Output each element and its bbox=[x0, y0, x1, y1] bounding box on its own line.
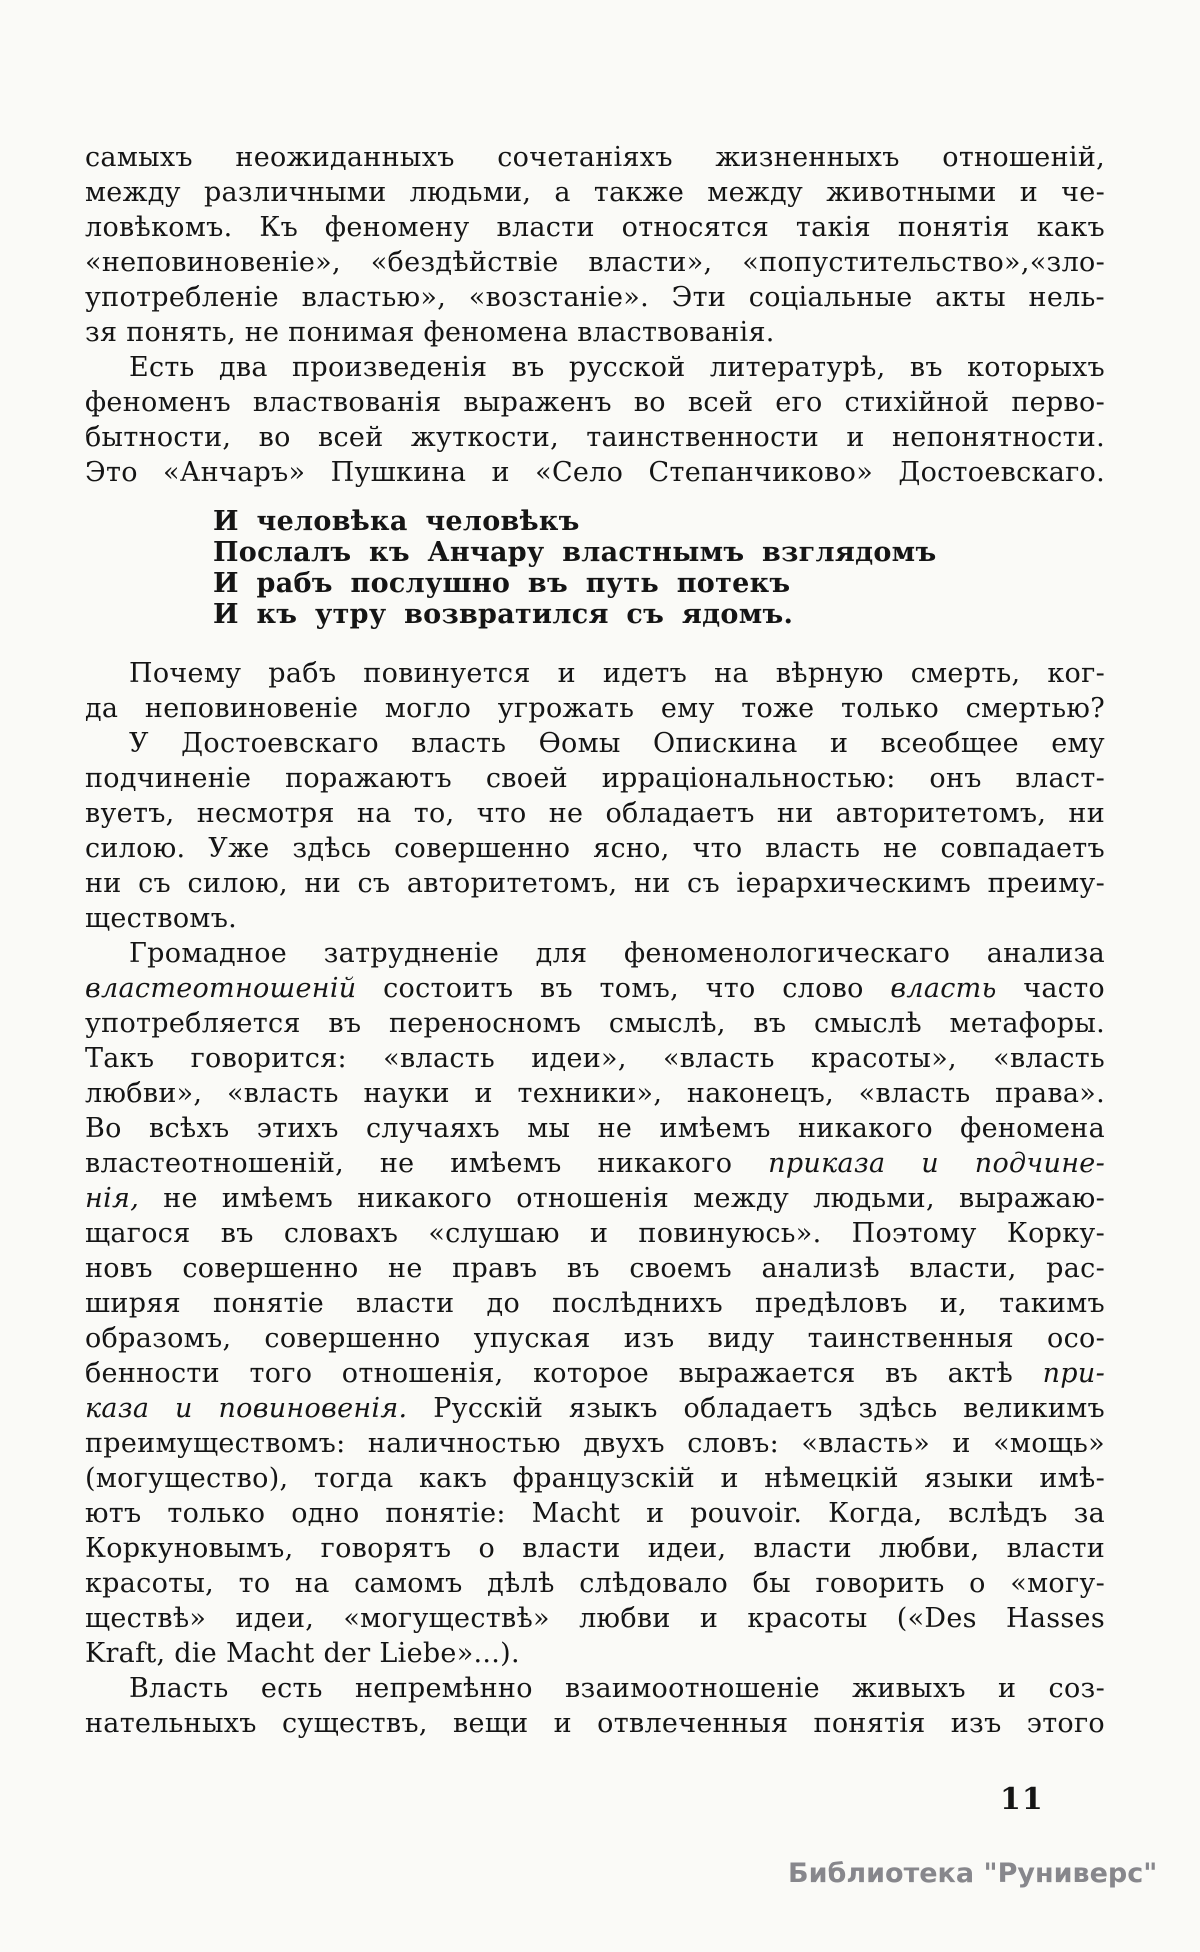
verse-line bbox=[213, 506, 1105, 537]
text-segment: ловѣкомъ. Къ феномену власти относятся такія понятія какъ bbox=[85, 212, 1105, 243]
text-line bbox=[85, 1356, 1105, 1391]
text-segment: состоитъ въ томъ, что слово bbox=[356, 973, 891, 1004]
text-line bbox=[85, 245, 1105, 280]
text-line bbox=[85, 831, 1105, 866]
page-text bbox=[85, 140, 1105, 1741]
text-segment: силою. Уже здѣсь совершенно ясно, что власть не совпадаетъ bbox=[85, 833, 1105, 864]
verse-line bbox=[213, 568, 1105, 599]
text-line bbox=[85, 691, 1105, 726]
text-line bbox=[85, 1531, 1105, 1566]
text-line bbox=[85, 385, 1105, 420]
text-line bbox=[85, 1391, 1105, 1426]
text-segment: да неповиновеніе могло угрожать ему тоже только смертью? bbox=[85, 693, 1105, 724]
verse-line bbox=[213, 599, 1105, 630]
text-line bbox=[85, 866, 1105, 901]
text-segment: употребляется въ переносномъ смыслѣ, въ смыслѣ метафоры. bbox=[85, 1008, 1105, 1039]
text-segment: самыхъ неожиданныхъ сочетаніяхъ жизненныхъ отношеній, bbox=[85, 142, 1105, 173]
text-segment: образомъ, совершенно упуская изъ виду таинственныя осо- bbox=[85, 1323, 1105, 1354]
text-segment: вуетъ, несмотря на то, что не обладаетъ ни авторитетомъ, ни bbox=[85, 798, 1105, 829]
text-segment: Коркуновымъ, говорятъ о власти идеи, власти любви, власти bbox=[85, 1533, 1105, 1564]
text-line bbox=[85, 1461, 1105, 1496]
paragraph bbox=[85, 140, 1105, 350]
text-line bbox=[85, 726, 1105, 761]
paragraph bbox=[85, 350, 1105, 490]
text-line bbox=[85, 1041, 1105, 1076]
text-segment: красоты, то на самомъ дѣлѣ слѣдовало бы говорить о «могу- bbox=[85, 1568, 1105, 1599]
text-segment: «неповиновеніе», «бездѣйствіе власти», «попустительство»,«зло- bbox=[85, 247, 1105, 278]
text-segment: И человѣка человѣкъ bbox=[213, 506, 580, 537]
text-line bbox=[85, 140, 1105, 175]
text-line bbox=[85, 1601, 1105, 1636]
page-number: 11 bbox=[1000, 1782, 1044, 1817]
watermark-runivers: Библиотека "Руниверс" bbox=[788, 1858, 1158, 1889]
text-segment: Такъ говорится: «власть идеи», «власть красоты», «власть bbox=[85, 1043, 1105, 1074]
text-segment: Есть два произведенія въ русской литературѣ, въ которыхъ bbox=[129, 352, 1105, 383]
text-line bbox=[85, 1146, 1105, 1181]
text-line bbox=[85, 1076, 1105, 1111]
text-segment: (могущество), тогда какъ французскій и нѣмецкій языки имѣ- bbox=[85, 1463, 1105, 1494]
text-line bbox=[85, 420, 1105, 455]
text-segment: власть bbox=[890, 973, 997, 1004]
text-segment: щагося въ словахъ «слушаю и повинуюсь». Поэтому Корку- bbox=[85, 1218, 1105, 1249]
text-segment: ни съ силою, ни съ авторитетомъ, ни съ іерархическимъ преиму- bbox=[85, 868, 1105, 899]
text-segment: при- bbox=[1042, 1358, 1105, 1389]
text-line bbox=[85, 971, 1105, 1006]
text-segment: любви», «власть науки и техники», наконецъ, «власть права». bbox=[85, 1078, 1105, 1109]
text-segment: Громадное затрудненіе для феноменологическаго анализа bbox=[129, 938, 1105, 969]
paragraph bbox=[85, 936, 1105, 1671]
text-segment: У Достоевскаго власть Ѳомы Опискина и всеобщее ему bbox=[129, 728, 1105, 759]
text-segment: Почему рабъ повинуется и идетъ на вѣрную смерть, ког- bbox=[129, 658, 1105, 689]
text-segment: И къ утру возвратился съ ядомъ. bbox=[213, 599, 794, 630]
text-line bbox=[85, 761, 1105, 796]
text-segment: зя понять, не понимая феномена властвованія. bbox=[85, 317, 775, 348]
text-segment: Послалъ къ Анчару властнымъ взглядомъ bbox=[213, 537, 937, 568]
text-line bbox=[85, 1566, 1105, 1601]
text-segment: Во всѣхъ этихъ случаяхъ мы не имѣемъ никакого феномена bbox=[85, 1113, 1105, 1144]
text-line bbox=[85, 280, 1105, 315]
text-line bbox=[85, 901, 1105, 936]
text-segment: ществѣ» идеи, «могуществѣ» любви и красоты («Des Hasses bbox=[85, 1603, 1105, 1634]
text-line bbox=[85, 656, 1105, 691]
text-line bbox=[85, 455, 1105, 490]
text-line bbox=[85, 1671, 1105, 1706]
text-line bbox=[85, 175, 1105, 210]
text-segment: подчиненіе поражаютъ своей ирраціональностью: онъ власт- bbox=[85, 763, 1105, 794]
text-segment: нательныхъ существъ, вещи и отвлеченныя понятія изъ этого bbox=[85, 1708, 1105, 1739]
text-segment: часто bbox=[996, 973, 1105, 1004]
text-segment: Власть есть непремѣнно взаимоотношеніе живыхъ и соз- bbox=[129, 1673, 1105, 1704]
text-segment: между различными людьми, а также между животными и че- bbox=[85, 177, 1105, 208]
text-segment: каза и повиновенія. bbox=[85, 1393, 408, 1424]
text-segment: Kraft, die Macht der Liebe»...). bbox=[85, 1638, 520, 1669]
text-segment: нія, bbox=[85, 1183, 140, 1214]
text-line bbox=[85, 1706, 1105, 1741]
text-segment: Это «Анчаръ» Пушкина и «Село Степанчиково» Достоевскаго. bbox=[85, 457, 1105, 488]
text-segment: ютъ только одно понятіе: Macht и pouvoir. Когда, вслѣдъ за bbox=[85, 1498, 1105, 1529]
text-segment: И рабъ послушно въ путь потекъ bbox=[213, 568, 791, 599]
text-segment: бенности того отношенія, которое выражается въ актѣ bbox=[85, 1358, 1043, 1389]
text-segment: бытности, во всей жуткости, таинственности и непонятности. bbox=[85, 422, 1105, 453]
text-segment: феноменъ властвованія выраженъ во всей его стихійной перво- bbox=[85, 387, 1105, 418]
text-line bbox=[85, 1216, 1105, 1251]
text-line bbox=[85, 315, 1105, 350]
text-line bbox=[85, 1496, 1105, 1531]
text-line bbox=[85, 1111, 1105, 1146]
paragraph bbox=[85, 1671, 1105, 1741]
text-line bbox=[85, 1006, 1105, 1041]
text-segment: употребленіе властью», «возстаніе». Эти соціальные акты нель- bbox=[85, 282, 1105, 313]
verse-quote bbox=[213, 506, 1105, 630]
text-segment: властеотношеній, не имѣемъ никакого bbox=[85, 1148, 769, 1179]
verse-line bbox=[213, 537, 1105, 568]
paragraph bbox=[85, 726, 1105, 936]
text-segment: не имѣемъ никакого отношенія между людьми, выражаю- bbox=[139, 1183, 1105, 1214]
text-line bbox=[85, 936, 1105, 971]
text-line bbox=[85, 350, 1105, 385]
text-line bbox=[85, 1286, 1105, 1321]
text-segment: преимуществомъ: наличностью двухъ словъ: «власть» и «мощь» bbox=[85, 1428, 1105, 1459]
text-segment: Русскій языкъ обладаетъ здѣсь великимъ bbox=[407, 1393, 1105, 1424]
text-line bbox=[85, 1426, 1105, 1461]
text-segment: новъ совершенно не правъ въ своемъ анализѣ власти, рас- bbox=[85, 1253, 1105, 1284]
text-line bbox=[85, 1181, 1105, 1216]
text-segment: ществомъ. bbox=[85, 903, 238, 934]
paragraph bbox=[85, 656, 1105, 726]
text-segment: приказа и подчине- bbox=[768, 1148, 1105, 1179]
text-line bbox=[85, 1251, 1105, 1286]
text-segment: властеотношеній bbox=[85, 973, 357, 1004]
text-line bbox=[85, 1321, 1105, 1356]
text-segment: ширяя понятіе власти до послѣднихъ предѣловъ и, такимъ bbox=[85, 1288, 1105, 1319]
text-line bbox=[85, 210, 1105, 245]
text-line bbox=[85, 796, 1105, 831]
text-line bbox=[85, 1636, 1105, 1671]
